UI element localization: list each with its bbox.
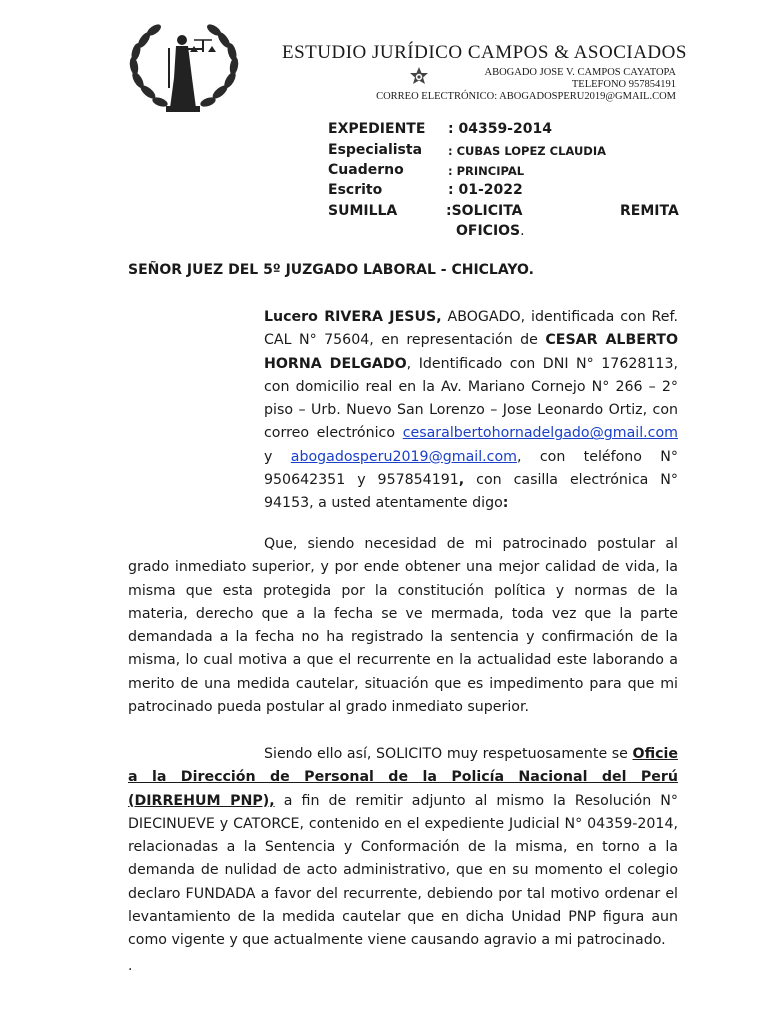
expediente-value: : 04359-2014 [448, 121, 552, 137]
header-email: CORREO ELECTRÓNICO: ABOGADOSPERU2019@GMAIL.COM [376, 91, 676, 102]
especialista-label: Especialista [328, 142, 423, 158]
sumilla-label: SUMILLA [328, 203, 398, 219]
header-phone: TELEFONO 957854191 [571, 79, 676, 90]
body-paragraph-1: Que, siendo necesidad de mi patrocinado postular al grado inmediato superior, y por ende obtener una mejor calidad de vida, la misma que esta protegida por la constitución política y normas de la materia, derecho que a la fecha se ve mermada, toda vez que la parte demandada a la fecha no ha registrado la sentencia y confirmación de la misma, lo cual motiva a que el recurrente en la actualidad este laborando a merito de una medida cautelar, situación que es impedimento para que mi patrocinado pueda postular al grado inmediato superior. [128, 536, 678, 716]
cuaderno-label: Cuaderno [328, 162, 404, 178]
sumilla-value-3: OFICIOS. [456, 223, 525, 239]
addressee: SEÑOR JUEZ DEL 5º JUZGADO LABORAL - CHICLAYO. [128, 262, 534, 278]
firm-name: ESTUDIO JURÍDICO CAMPOS & ASOCIADOS [282, 42, 687, 63]
sumilla-value: :SOLICITA [446, 203, 523, 219]
especialista-value: : CUBAS LOPEZ CLAUDIA [448, 144, 607, 158]
sumilla-value-2: REMITA [620, 203, 679, 219]
intro-paragraph: Lucero RIVERA JESUS, ABOGADO, identificada con Ref. CAL N° 75604, en representación de CESAR ALBERTO HORNA DELGADO, Identificado con DNI N° 17628113, con domicilio real en la Av. Mariano Cornejo N° 266 – 2° piso – Urb. Nuevo San Lorenzo – Jose Leonardo Ortiz, con correo electrónico cesaralbertohornadelgado@gmail.com y abogadosperu2019@gmail.com, con teléfono N° 950642351 y 957854191, con casilla electrónica N° 94153, a usted atentamente digo: [264, 309, 679, 512]
header-lawyer: ABOGADO JOSE V. CAMPOS CAYATOPA [484, 67, 676, 78]
client-name: CESAR ALBERTO HORNA DELGADO [264, 332, 679, 372]
justice-statue-laurel-icon [124, 18, 244, 118]
email-link-firm[interactable]: abogadosperu2019@gmail.com [290, 448, 517, 465]
police-seal-icon [408, 66, 430, 88]
request-emphasis: Oficie a la Dirección de Personal de la Policía Nacional del Perú (DIRREHUM PNP), [128, 746, 678, 809]
lawyer-name: Lucero RIVERA JESUS, [264, 309, 442, 325]
firm-logo [124, 18, 244, 118]
body-paragraph-2: Siendo ello así, SOLICITO muy respetuosamente se Oficie a la Dirección de Personal de la Policía Nacional del Perú (DIRREHUM PNP), a fin de remitir adjunto al mismo la Resolución N° DIECINUEVE y CATORCE, contenido en el expediente Judicial N° 04359-2014, relacionadas a la Sentencia y Conformación de la misma, en torno a la demanda de nulidad de acto administrativo, que en su momento el colegio declaro FUNDADA a favor del recurrente, debiendo por tal motivo ordenar el levantamiento de la medida cautelar que en dicha Unidad PNP figura aun como vigente y que actualmente viene causando agravio a mi patrocinado. [128, 746, 678, 949]
cuaderno-value: : PRINCIPAL [448, 164, 525, 178]
escrito-value: : 01-2022 [448, 182, 523, 198]
trailing-mark: . [128, 958, 133, 974]
email-link-client[interactable]: cesaralbertohornadelgado@gmail.com [402, 425, 678, 442]
escrito-label: Escrito [328, 182, 383, 198]
expediente-label: EXPEDIENTE [328, 121, 426, 137]
